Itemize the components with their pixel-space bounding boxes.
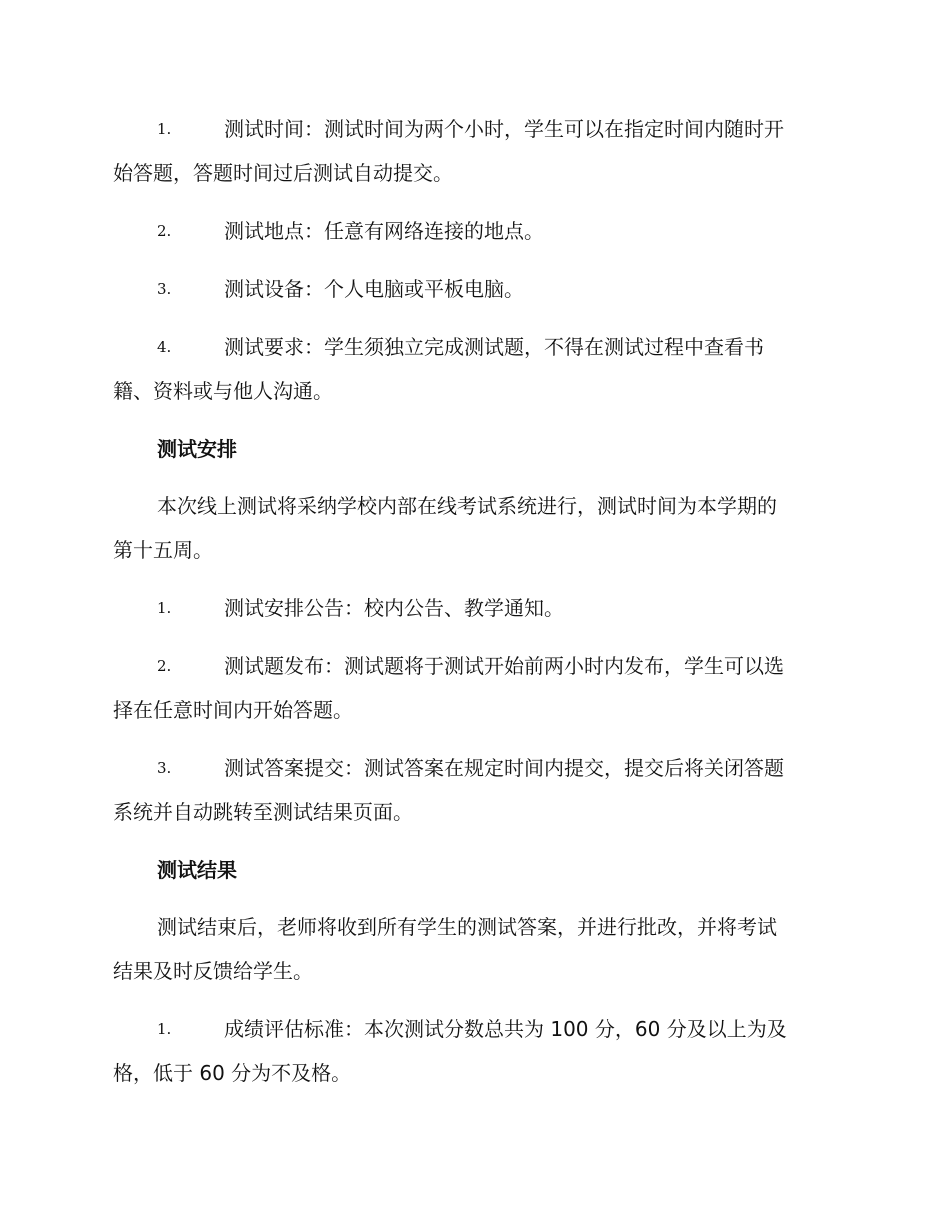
list-text: 测试设备：个人电脑或平板电脑。: [224, 277, 524, 301]
paragraph: [113, 484, 835, 572]
list-text-continued: 籍、资料或与他人沟通。: [113, 379, 333, 403]
list-item: [113, 746, 835, 834]
list-number: 3.: [157, 280, 172, 298]
paragraph-line: 测试结束后，老师将收到所有学生的测试答案，并进行批改，并将考试: [157, 915, 777, 939]
list-text-continued: 系统并自动跳转至测试结果页面。: [113, 800, 413, 824]
list-number: 2.: [157, 222, 172, 240]
paragraph-line: 第十五周。: [113, 538, 213, 562]
paragraph-line: 结果及时反馈给学生。: [113, 959, 313, 983]
list-text-continued: 始答题，答题时间过后测试自动提交。: [113, 161, 453, 185]
list-text: 测试地点：任意有网络连接的地点。: [224, 219, 544, 243]
list-item: [113, 209, 835, 253]
list-item: [113, 644, 835, 732]
list-text: 测试答案提交：测试答案在规定时间内提交，提交后将关闭答题: [224, 756, 784, 780]
paragraph-line: 本次线上测试将采纳学校内部在线考试系统进行，测试时间为本学期的: [157, 494, 777, 518]
list-item: [113, 1007, 835, 1095]
paragraph: [113, 905, 835, 993]
list-item: [113, 107, 835, 195]
list-number: 3.: [157, 759, 172, 777]
list-text-continued: 择在任意时间内开始答题。: [113, 698, 353, 722]
section-heading: 测试安排: [157, 437, 237, 461]
list-item: [113, 267, 835, 311]
list-text: 测试要求：学生须独立完成测试题，不得在测试过程中查看书: [224, 335, 764, 359]
list-item: [113, 325, 835, 413]
list-number: 2.: [157, 657, 172, 675]
section-heading: 测试结果: [157, 858, 237, 882]
list-number: 4.: [157, 338, 172, 356]
list-text: 测试安排公告：校内公告、教学通知。: [224, 596, 564, 620]
list-number: 1.: [157, 599, 172, 617]
list-item: [113, 586, 835, 630]
list-text: 测试题发布：测试题将于测试开始前两小时内发布，学生可以选: [224, 654, 784, 678]
list-text: 成绩评估标准：本次测试分数总共为 100 分，60 分及以上为及: [224, 1017, 787, 1041]
list-text: 测试时间：测试时间为两个小时，学生可以在指定时间内随时开: [224, 117, 784, 141]
list-number: 1.: [157, 120, 172, 138]
list-text-continued: 格，低于 60 分为不及格。: [113, 1061, 352, 1085]
list-number: 1.: [157, 1020, 172, 1038]
